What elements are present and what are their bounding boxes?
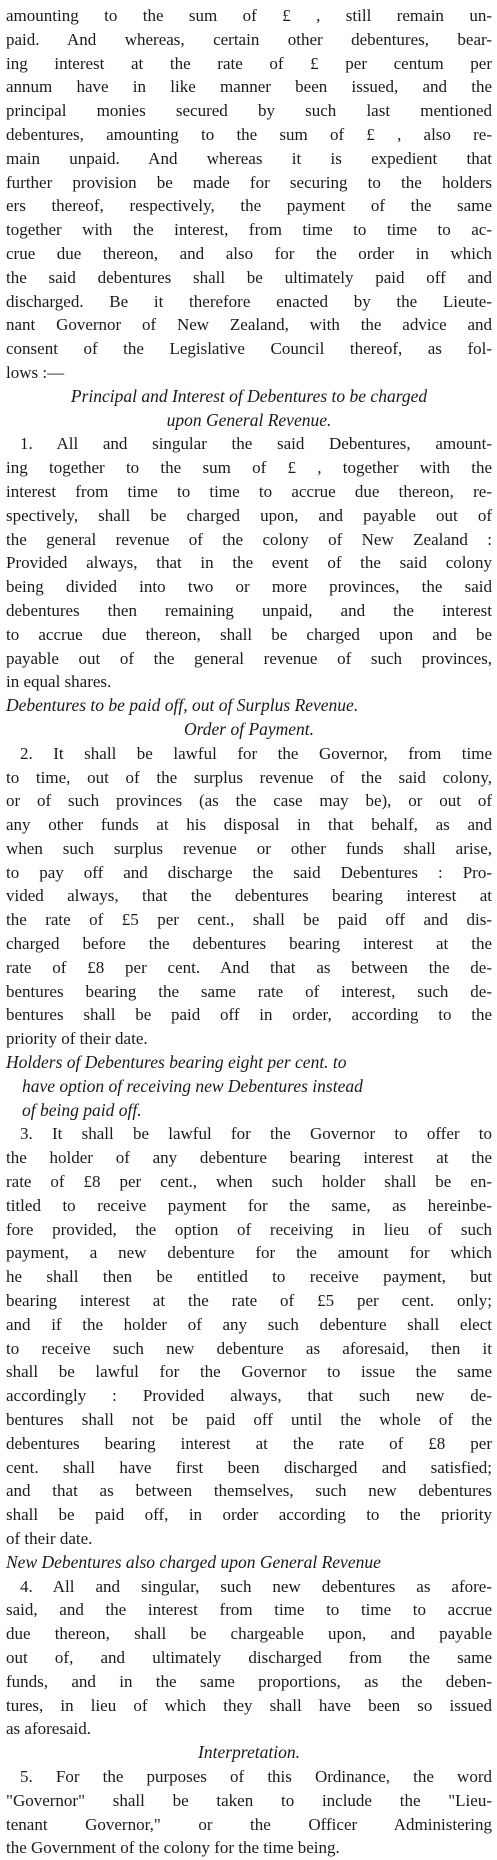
section-line: payable out of the general revenue of such provinces, xyxy=(6,648,492,668)
preamble-line: the said debentures shall be ultimately paid off and xyxy=(6,267,492,287)
section-line: rate of £8 per cent., when such holder shall be en- xyxy=(6,1172,492,1192)
section-line: said, and the interest from time to time to accrue xyxy=(6,1600,492,1620)
preamble-line: further provision be made for securing to the holders xyxy=(6,172,492,192)
section-line: bearing interest at the rate of £5 per cent. only; xyxy=(6,1291,492,1311)
section-line: the general revenue of the colony of New Zealand : xyxy=(6,529,492,549)
section-5 xyxy=(6,1741,492,1860)
preamble-line: discharged. Be it therefore enacted by the Lieute- xyxy=(6,291,492,311)
section-heading: have option of receiving new Debentures instead xyxy=(22,1075,363,1096)
section-line: bentures shall not be paid off until the whole of the xyxy=(6,1410,492,1430)
section-line: spectively, shall be charged upon, and payable out of xyxy=(6,505,492,525)
section-line: interest from time to time to accrue due thereon, re- xyxy=(6,481,492,501)
section-heading: Holders of Debentures bearing eight per cent. to xyxy=(6,1052,347,1073)
section-line: 5. For the purposes of this Ordinance, the word xyxy=(20,1766,492,1786)
section-line: rate of £8 per cent. And that as between the de- xyxy=(6,957,492,977)
section-line: bentures bearing the same rate of interest, such de- xyxy=(6,981,492,1001)
preamble-line: amounting to the sum of £ , still remain un- xyxy=(6,6,492,25)
section-3 xyxy=(6,1051,492,1551)
section-line: accordingly : Provided always, that such new de- xyxy=(6,1386,492,1406)
section-line: 2. It shall be lawful for the Governor, from time xyxy=(20,743,492,763)
preamble-line: ers thereof, respectively, the payment of the same xyxy=(6,196,492,216)
section-line: priority of their date. xyxy=(6,1029,148,1049)
section-line: any other funds at his disposal in that behalf, as and xyxy=(6,815,492,835)
section-line: out of, and ultimately discharged from the same xyxy=(6,1647,492,1667)
section-line: tures, in lieu of which they shall have been so issued xyxy=(6,1695,492,1715)
section-line: to accrue due thereon, shall be charged upon and be xyxy=(6,624,492,644)
section-line: debentures bearing interest at the rate of £8 per xyxy=(6,1433,492,1453)
preamble xyxy=(6,4,492,385)
section-line: in equal shares. xyxy=(6,672,112,692)
section-line: debentures then remaining unpaid, and the interest xyxy=(6,600,492,620)
section-line: or of such provinces (as the case may be), or out of xyxy=(6,791,492,811)
section-line: the holder of any debenture bearing interest at the xyxy=(6,1148,492,1168)
preamble-line: consent of the Legislative Council thereof, as fol- xyxy=(6,339,492,359)
section-line: to receive such new debenture as aforesaid, then it xyxy=(6,1338,492,1358)
section-line: funds, and in the same proportions, as the deben- xyxy=(6,1671,492,1691)
section-line: Provided always, that in the event of the said colony xyxy=(6,553,492,573)
section-line: the rate of £5 per cent., shall be paid off and dis- xyxy=(6,910,492,930)
section-line: shall be paid off, in order according to the priority xyxy=(6,1505,492,1525)
section-line: to time, out of the surplus revenue of the said colony, xyxy=(6,767,492,787)
preamble-line: crue due thereon, and also for the order in which xyxy=(6,243,492,263)
section-line: and that as between themselves, such new debentures xyxy=(6,1481,492,1501)
section-heading: upon General Revenue. xyxy=(166,409,332,430)
section-line: 1. All and singular the said Debentures, amount- xyxy=(20,434,492,454)
section-line: titled to receive payment for the same, as hereinbe- xyxy=(6,1195,492,1215)
preamble-line: nant Governor of New Zealand, with the advice and xyxy=(6,315,492,335)
section-line: "Governor" shall be taken to include the "Lieu- xyxy=(6,1790,492,1810)
section-line: bentures shall be paid off in order, according to the xyxy=(6,1005,492,1025)
section-heading: New Debentures also charged upon General Revenue xyxy=(6,1551,381,1572)
section-line: shall be lawful for the Governor to issue the same xyxy=(6,1362,492,1382)
section-line: vided always, that the debentures bearing interest at xyxy=(6,886,492,906)
section-line: being divided into two or more provinces, the said xyxy=(6,577,492,597)
section-line: payment, a new debenture for the amount for which xyxy=(6,1243,492,1263)
preamble-line: paid. And whereas, certain other debentures, bear- xyxy=(6,29,492,49)
preamble-line: together with the interest, from time to time to ac- xyxy=(6,220,492,240)
section-4 xyxy=(6,1551,492,1741)
section-line: he shall then be entitled to receive payment, but xyxy=(6,1267,492,1287)
section-line: 4. All and singular, such new debentures as afore- xyxy=(20,1576,492,1596)
section-line: due thereon, shall be chargeable upon, and payable xyxy=(6,1624,492,1644)
section-line: 3. It shall be lawful for the Governor to offer to xyxy=(20,1124,492,1144)
section-line: and if the holder of any such debenture shall elect xyxy=(6,1314,492,1334)
preamble-line: main unpaid. And whereas it is expedient that xyxy=(6,148,492,168)
section-line: fore provided, the option of receiving in lieu of such xyxy=(6,1219,492,1239)
section-line: tenant Governor," or the Officer Administering xyxy=(6,1814,492,1834)
section-line: charged before the debentures bearing interest at the xyxy=(6,934,492,954)
section-line: when such surplus revenue or other funds shall arise, xyxy=(6,838,492,858)
section-1 xyxy=(6,385,492,694)
preamble-line: annum have in like manner been issued, and the xyxy=(6,77,492,97)
section-line: ing together to the sum of £ , together with the xyxy=(6,458,492,478)
section-line: cent. shall have first been discharged and satisfied; xyxy=(6,1457,492,1477)
section-heading: Order of Payment. xyxy=(183,718,315,739)
section-heading: of being paid off. xyxy=(22,1099,142,1120)
section-2 xyxy=(6,694,492,1051)
section-line: of their date. xyxy=(6,1529,93,1548)
section-line: the Government of the colony for the time being. xyxy=(6,1838,340,1858)
preamble-line: lows :— xyxy=(6,362,65,382)
section-heading: Interpretation. xyxy=(198,1742,300,1763)
section-line: as aforesaid. xyxy=(6,1719,91,1739)
preamble-line: debentures, amounting to the sum of £ , also re- xyxy=(6,124,492,144)
preamble-line: ing interest at the rate of £ per centum per xyxy=(6,53,492,73)
section-heading: Principal and Interest of Debentures to be charged xyxy=(70,385,428,406)
section-heading: Debentures to be paid off, out of Surplus Revenue. xyxy=(6,695,359,716)
preamble-line: principal monies secured by such last mentioned xyxy=(6,101,492,121)
section-line: to pay off and discharge the said Debentures : Pro- xyxy=(6,862,492,882)
